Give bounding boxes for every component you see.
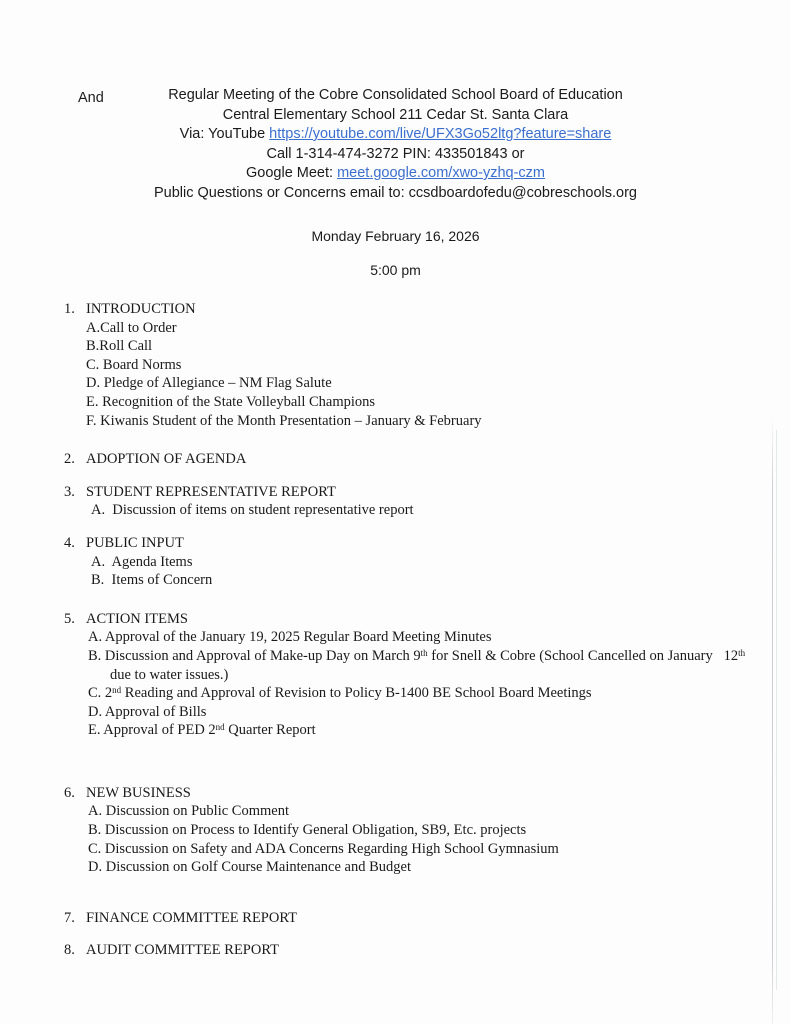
- contact-email-line: Public Questions or Concerns email to: ccsdboardofedu@cobreschools.org: [154, 184, 637, 201]
- agenda-sub-item: A. Agenda Items: [91, 553, 193, 570]
- section-heading: [0, 534, 791, 553]
- ordinal-suffix-9th: th: [420, 647, 428, 658]
- ped-report-text-part1: E. Approval of PED 2: [88, 722, 216, 739]
- agenda-sub-item: D. Discussion on Golf Course Maintenance and Budget: [88, 859, 411, 876]
- agenda-sub-item: E. Recognition of the State Volleyball Champions: [86, 393, 376, 410]
- section-heading: [0, 450, 791, 469]
- agenda-sub-item: C. Board Norms: [86, 356, 182, 373]
- ordinal-suffix-2nd: nd: [215, 722, 225, 733]
- section-number: 1.: [64, 301, 75, 317]
- section-items: [0, 553, 791, 590]
- section-items: [0, 501, 791, 520]
- header-title-line: Regular Meeting of the Cobre Consolidated School Board of Education: [168, 87, 623, 103]
- policy-reading-text-part2: Reading and Approval of Revision to Policy B-1400 BE School Board Meetings: [121, 685, 592, 702]
- agenda-sub-item-continuation: due to water issues.): [110, 666, 229, 683]
- section-title: ACTION ITEMS: [86, 610, 188, 627]
- agenda-body: [0, 300, 791, 960]
- section-items: [0, 628, 791, 740]
- agenda-sub-item: B.Roll Call: [86, 338, 153, 355]
- and-label: And: [78, 90, 104, 106]
- ordinal-suffix-2nd: nd: [112, 685, 122, 696]
- agenda-sub-item: D. Pledge of Allegiance – NM Flag Salute: [86, 375, 332, 392]
- agenda-section-student-representative-report: [0, 483, 791, 520]
- agenda-sub-item-ped-quarter-report: [0, 721, 791, 740]
- agenda-sub-item: F. Kiwanis Student of the Month Presentation – January & February: [86, 412, 482, 429]
- agenda-sub-item: A. Discussion of items on student representative report: [91, 502, 414, 519]
- scan-artifact-line: [772, 415, 773, 1024]
- spacer: [0, 590, 791, 610]
- section-heading: [0, 300, 791, 319]
- header-location-line: Central Elementary School 211 Cedar St. Santa Clara: [222, 106, 569, 123]
- section-title: ADOPTION OF AGENDA: [86, 451, 247, 468]
- agenda-sub-item: C. Discussion on Safety and ADA Concerns Regarding High School Gymnasium: [88, 840, 559, 857]
- spacer: [0, 520, 791, 534]
- agenda-sub-item-makeup-day: [0, 647, 791, 666]
- section-title: FINANCE COMMITTEE REPORT: [86, 909, 297, 926]
- meeting-time: 5:00 pm: [370, 262, 421, 278]
- agenda-sub-item-approval-of-bills: D. Approval of Bills: [88, 703, 207, 720]
- google-meet-line: [0, 164, 791, 184]
- section-title: PUBLIC INPUT: [86, 534, 184, 551]
- spacer: [0, 877, 791, 909]
- agenda-section-introduction: [0, 300, 791, 430]
- section-heading: [0, 941, 791, 960]
- agenda-sub-item: B. Discussion on Process to Identify General Obligation, SB9, Etc. projects: [88, 822, 527, 839]
- spacer: [0, 740, 791, 784]
- section-number: 6.: [64, 784, 75, 801]
- section-heading: [0, 784, 791, 803]
- agenda-section-action-items: [0, 610, 791, 740]
- youtube-line: [0, 125, 791, 145]
- scan-artifact-line-secondary: [776, 430, 777, 990]
- section-heading: [0, 483, 791, 502]
- agenda-section-public-input: [0, 534, 791, 590]
- agenda-section-audit-committee-report: [0, 941, 791, 960]
- section-title: AUDIT COMMITTEE REPORT: [86, 942, 279, 959]
- section-items: [0, 319, 791, 431]
- section-number: 4.: [64, 534, 75, 551]
- section-number: 5.: [64, 610, 75, 627]
- section-number: 8.: [64, 942, 75, 959]
- ped-report-text-part2: Quarter Report: [224, 722, 316, 739]
- section-heading: [0, 909, 791, 928]
- document-header: [0, 0, 791, 203]
- section-title: STUDENT REPRESENTATIVE REPORT: [86, 483, 336, 500]
- spacer: [0, 430, 791, 450]
- makeup-day-text-part2: for Snell & Cobre (School Cancelled on January 12: [427, 647, 739, 664]
- spacer: [0, 469, 791, 483]
- agenda-sub-item: A. Discussion on Public Comment: [88, 803, 289, 820]
- agenda-section-finance-committee-report: [0, 909, 791, 928]
- agenda-section-adoption-of-agenda: [0, 450, 791, 469]
- youtube-prefix-label: Via: YouTube: [179, 126, 270, 142]
- policy-reading-text-part1: C. 2: [88, 685, 113, 702]
- section-title: INTRODUCTION: [86, 301, 196, 317]
- section-number: 2.: [64, 451, 75, 468]
- makeup-day-text-part1: B. Discussion and Approval of Make-up Day on March 9: [88, 647, 421, 664]
- meeting-date: Monday February 16, 2026: [311, 228, 480, 244]
- ordinal-suffix-12th: th: [738, 647, 746, 658]
- google-meet-prefix-label: Google Meet:: [246, 165, 338, 181]
- spacer: [0, 927, 791, 941]
- google-meet-link[interactable]: meet.google.com/xwo-yzhq-czm: [337, 165, 545, 181]
- section-heading: [0, 610, 791, 629]
- agenda-sub-item: A.Call to Order: [86, 319, 177, 336]
- phone-call-line: Call 1-314-474-3272 PIN: 433501843 or: [266, 145, 525, 162]
- agenda-sub-item: B. Items of Concern: [91, 572, 213, 589]
- section-number: 7.: [64, 909, 75, 926]
- section-title: NEW BUSINESS: [86, 784, 191, 801]
- section-number: 3.: [64, 483, 75, 500]
- agenda-section-new-business: [0, 784, 791, 877]
- section-items: [0, 802, 791, 876]
- youtube-link[interactable]: https://youtube.com/live/UFX3Go52ltg?feature=share: [269, 126, 612, 142]
- agenda-sub-item-policy-reading: [0, 684, 791, 703]
- agenda-sub-item: A. Approval of the January 19, 2025 Regular Board Meeting Minutes: [88, 629, 492, 646]
